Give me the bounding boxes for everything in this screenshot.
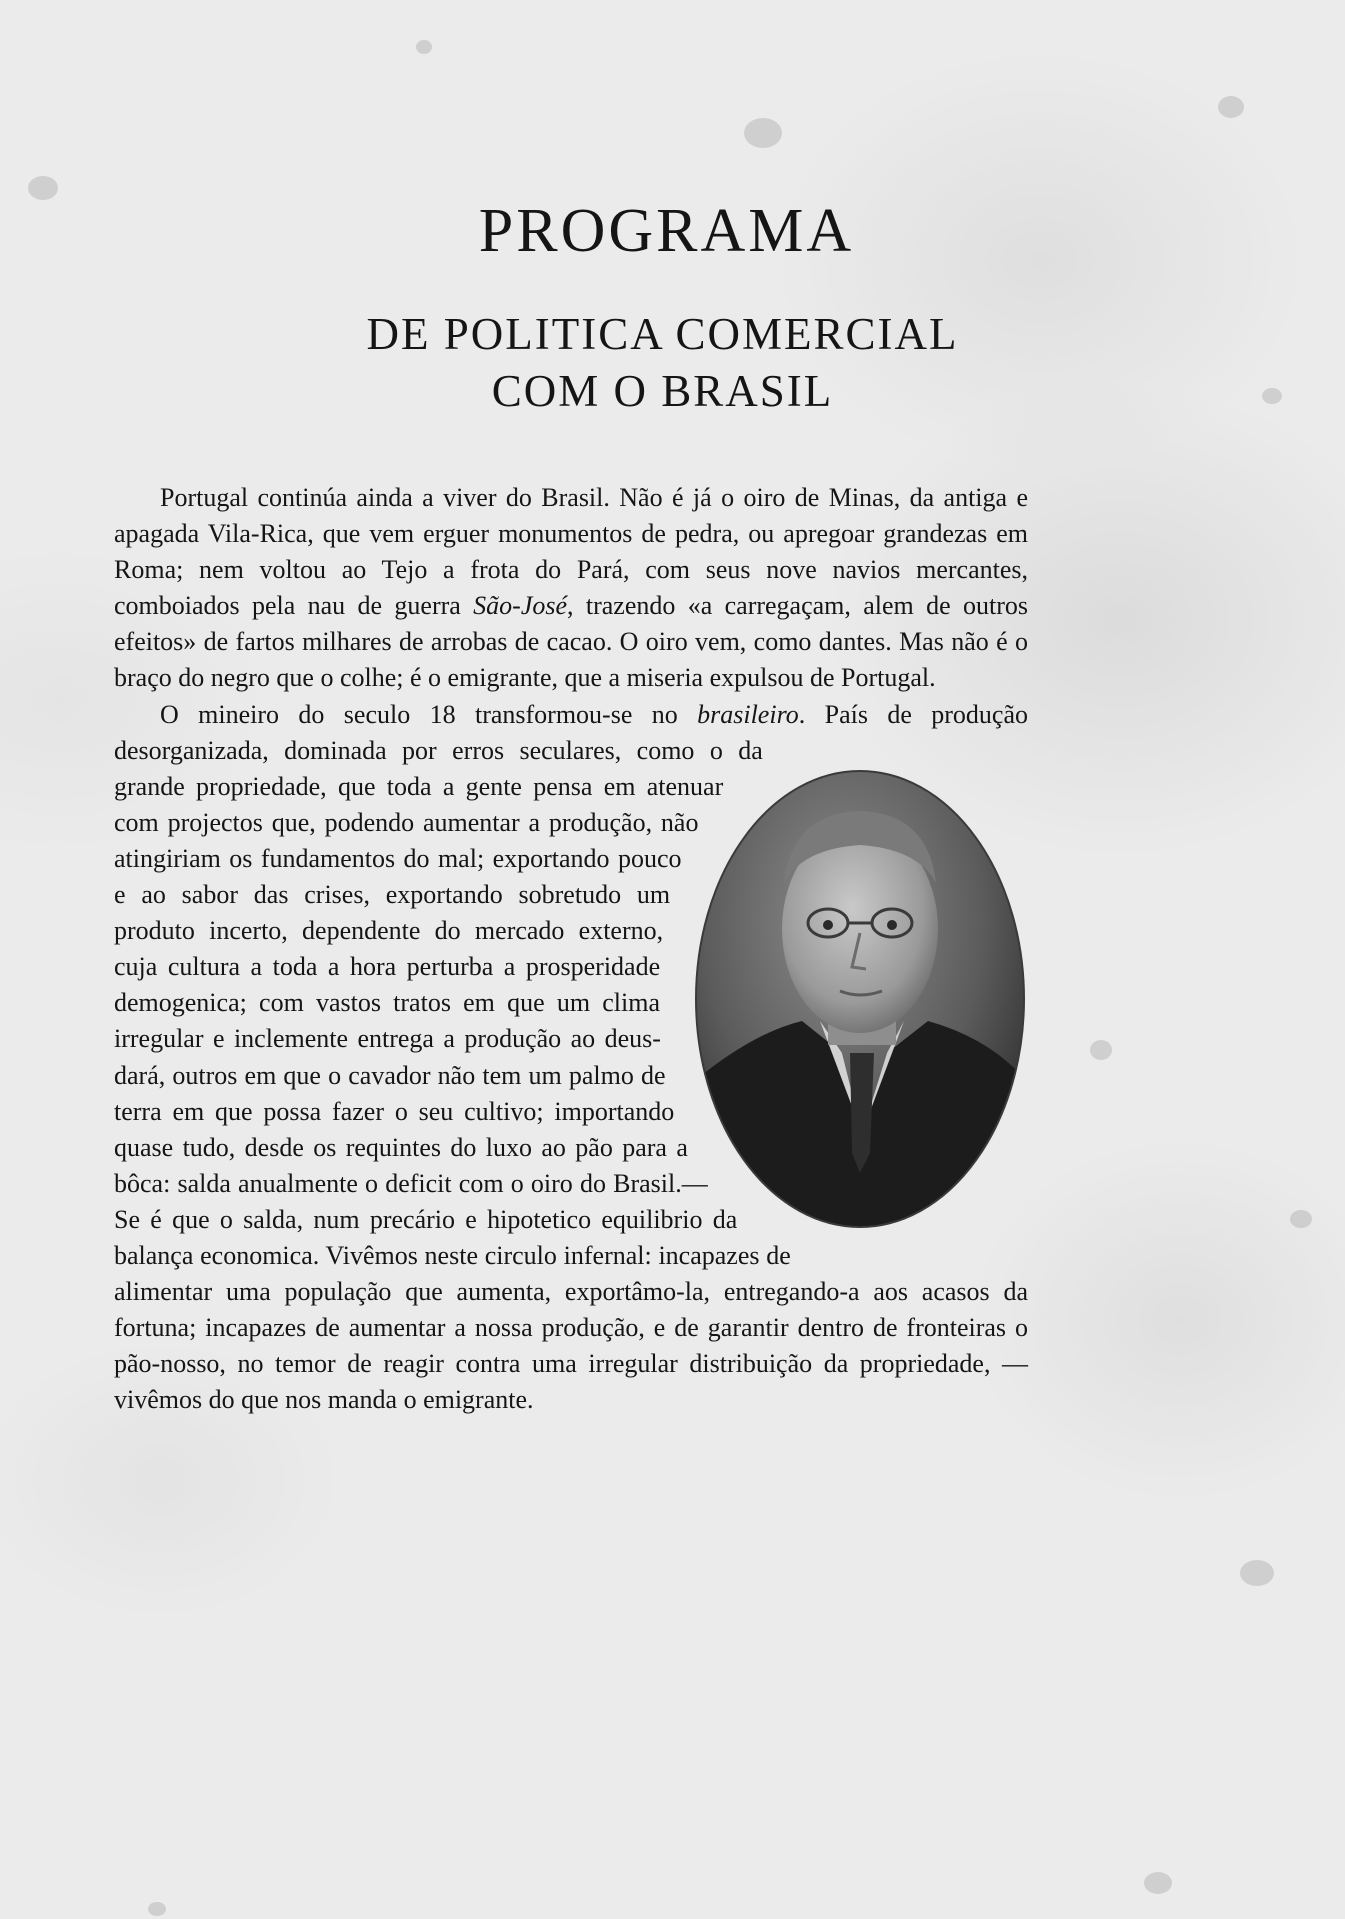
paper-speck [1144, 1872, 1172, 1894]
paragraph-2 [114, 697, 1028, 1419]
emphasis-brasileiro: brasileiro [697, 699, 799, 729]
subtitle-line-1: DE POLITICA COMERCIAL [366, 309, 959, 359]
portrait-photo-icon [692, 753, 1028, 1229]
paper-speck [148, 1902, 166, 1916]
subtitle-line-2: COM O BRASIL [491, 366, 834, 416]
paper-speck [1218, 96, 1244, 118]
article-body [114, 480, 1028, 1418]
page-title: PROGRAMA [478, 197, 855, 265]
paragraph-1 [114, 480, 1028, 697]
paper-speck [1240, 1560, 1274, 1586]
paper-speck [1090, 1040, 1112, 1060]
paper-speck [1290, 1210, 1312, 1228]
paragraph-2-text-b: . País de produção desorganizada, dominada por erros seculares, como o da grande propriedade, que toda a gente pensa em atenuar com projectos que, podendo aumentar a produção, não atingiriam os fundamentos do mal; exportando pouco e ao sabor das crises, exportando sobretudo um produto incerto, dependente do mercado externo, cuja cultura a toda a hora perturba a prosperidade demogenica; com vastos tratos em que um clima irregular e inclemente entrega a produção ao deus-dará, outros em que o cavador não tem um palmo de terra em que possa fazer o seu cultivo; importando quase tudo, desde os requintes do luxo ao pão para a bôca: salda anualmente o deficit com o oiro do Brasil.— Se é que o salda, num precário e hipotetico equilibrio da balança economica. Vivêmos neste circulo infernal: incapazes de alimentar uma população que aumenta, exportâmo-la, entregando-a aos acasos da fortuna; incapazes de aumentar a nossa produção, e de garantir dentro de fronteiras o pão-nosso, no temor de reagir contra uma irregular distribuição da propriedade, — vivêmos do que nos manda o emigrante. [114, 699, 1028, 1415]
portrait [692, 753, 1028, 1229]
paragraph-1-text-a: Portugal continúa ainda a viver do Brasil. Não é já o oiro de Minas, da antiga e apagada Vila-Rica, que vem erguer monumentos de pedra, ou apregoar grandezas em Roma; nem voltou ao Tejo a frota do Pará, com seus nove navios mercantes, comboiados pela nau de guerra [114, 483, 1028, 621]
paper-speck [416, 40, 432, 54]
ship-name: São-José [473, 591, 568, 621]
paragraph-2-text-a: O mineiro do seculo 18 transformou-se no [160, 699, 698, 729]
paper-speck [744, 118, 782, 148]
paragraph-1-text-b: , trazendo «a carregaçam, alem de outros efeitos» de fartos milhares de arrobas de cacao. O oiro vem, como dantes. Mas não é o braço do negro que o colhe; é o emigrante, que a miseria expulsou de Portugal. [114, 591, 1029, 693]
